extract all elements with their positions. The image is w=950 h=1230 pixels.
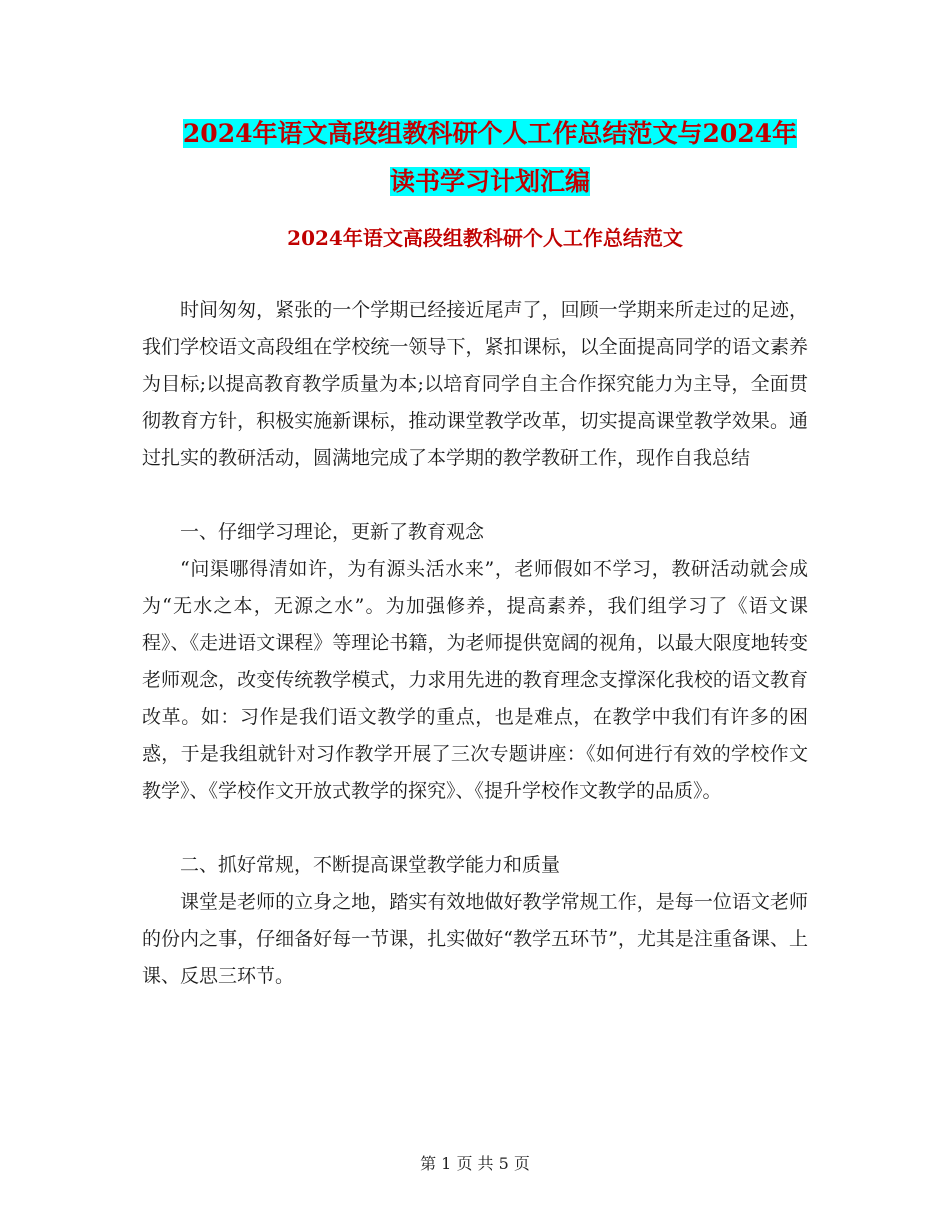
section-heading-2: 二、抓好常规，不断提高课堂教学能力和质量 — [180, 854, 561, 876]
section-heading-1: 一、仔细学习理论，更新了教育观念 — [180, 521, 485, 543]
section-2-paragraph: 课堂是老师的立身之地，踏实有效地做好教学常规工作，是每一位语文老师的份内之事，仔细备好每一节课，扎实做好“教学五环节”，尤其是注重备课、上课、反思三环节。 — [142, 891, 808, 987]
paragraph-gap — [142, 477, 808, 514]
document-title-line1: 2024年语文高段组教科研个人工作总结范文与2024年 — [182, 119, 798, 148]
section-1-paragraph: “问渠哪得清如许，为有源头活水来”，老师假如不学习，教研活动就会成为“无水之本，无源之水”。为加强修养，提高素养，我们组学习了《语文课程》、《走进语文课程》等理论书籍，为老师提供宽阔的视角，以最大限度地转变老师观念，改变传统教学模式，力求用先进的教育理念支撑深化我校的语文教育改革。如：习作是我们语文教学的重点，也是难点，在教学中我们有许多的困惑，于是我组就针对习作教学开展了三次专题讲座：《如何进行有效的学校作文教学》、《学校作文开放式教学的探究》、《提升学校作文教学的品质》。 — [142, 558, 808, 802]
intro-paragraph: 时间匆匆，紧张的一个学期已经接近尾声了，回顾一学期来所走过的足迹，我们学校语文高段组在学校统一领导下，紧扣课标，以全面提高同学的语文素养为目标;以提高教育教学质量为本;以培育同学自主合作探究能力为主导，全面贯彻教育方针，积极实施新课标，推动课堂教学改革，切实提高课堂教学效果。通过扎实的教研活动，圆满地完成了本学期的教学教研工作，现作自我总结 — [142, 299, 808, 469]
document-title — [140, 110, 840, 206]
document-body — [142, 292, 808, 995]
section-subtitle: 2024年语文高段组教科研个人工作总结范文 — [287, 226, 683, 250]
page-number-footer: 第 1 页 共 5 页 — [420, 1154, 530, 1173]
document-title-line2: 读书学习计划汇编 — [389, 167, 590, 196]
paragraph-gap — [142, 810, 808, 847]
